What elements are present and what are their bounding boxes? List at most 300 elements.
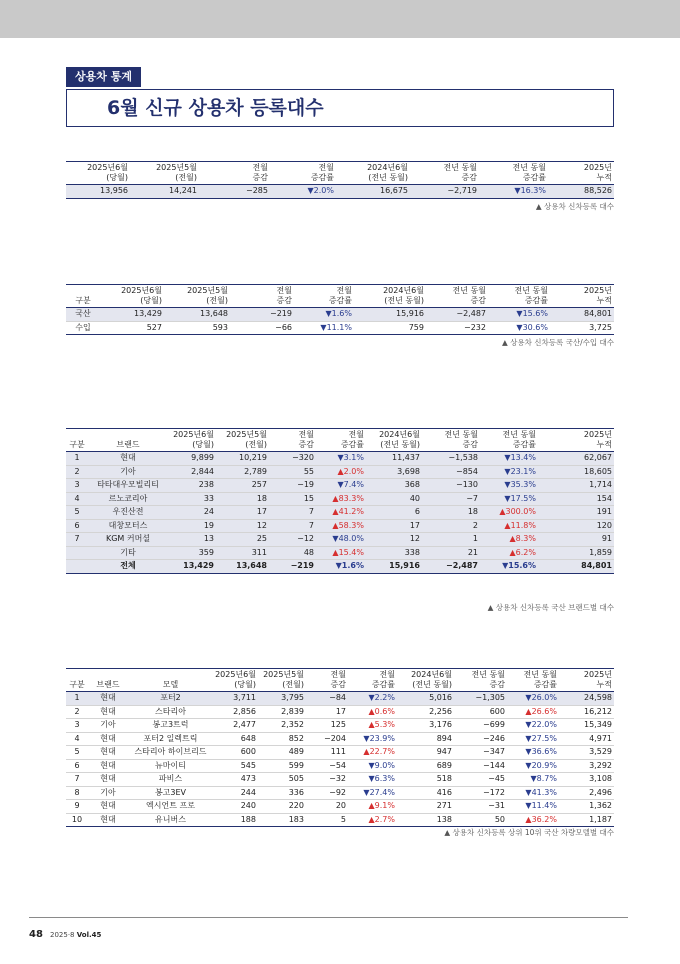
- table-cell: 48: [269, 546, 316, 560]
- table-row: [66, 746, 614, 760]
- table-cell: [66, 560, 88, 574]
- table-cell: ▼22.0%: [525, 720, 557, 729]
- table-cell: 3,292: [589, 760, 612, 770]
- table-cell: −66: [275, 322, 292, 332]
- top-gray-bar: [0, 0, 680, 38]
- table-cell: 7: [74, 774, 80, 783]
- table-row: [66, 773, 614, 787]
- table-cell: 1,859: [538, 546, 614, 560]
- column-header: 전년 동월 증감률: [523, 670, 557, 689]
- issue-info: [50, 931, 101, 939]
- table-cell: 19: [168, 519, 216, 533]
- table-row: [66, 452, 614, 466]
- table-cell: 25: [216, 533, 269, 547]
- table-cell: −12: [269, 533, 316, 547]
- table-cell: 7: [269, 506, 316, 520]
- table-cell: ▼23.9%: [363, 733, 395, 743]
- table-cell: 12: [216, 519, 269, 533]
- column-header: 전년 동월 증감: [443, 163, 477, 182]
- table-cell: −204: [324, 733, 346, 743]
- table-row: [66, 506, 614, 520]
- table-cell: 현대: [100, 760, 116, 770]
- column-header: 전월 증감: [276, 286, 292, 305]
- table-cell: ▼2.0%: [270, 185, 336, 199]
- table-cell: 13,429: [168, 560, 216, 574]
- table-cell: 257: [216, 479, 269, 493]
- table-row: [66, 705, 614, 719]
- column-header: 2024년6월 (전년 동월): [367, 163, 408, 182]
- table-cell: 125: [330, 720, 346, 729]
- table2-caption: ▲ 상용차 신차등록 국산/수입 대수: [501, 338, 614, 347]
- table-cell: 기타: [88, 546, 168, 560]
- table-cell: ▲9.1%: [368, 801, 395, 810]
- column-header: 2025년 누적: [583, 430, 612, 449]
- domestic-import-table: [66, 284, 614, 335]
- table-cell: ▼35.3%: [480, 479, 538, 493]
- table-cell: 2,839: [281, 706, 304, 716]
- column-header: 전월 증감: [330, 670, 346, 689]
- table-cell: 593: [212, 322, 228, 332]
- table-cell: 5: [74, 747, 80, 756]
- column-header: 전년 동월 증감률: [514, 286, 548, 305]
- table-cell: 271: [436, 801, 452, 810]
- table-cell: 311: [216, 546, 269, 560]
- table-cell: 엑시언트 프로: [146, 801, 195, 810]
- table-cell: 현대: [100, 733, 116, 743]
- table-cell: −92: [329, 787, 346, 797]
- table-cell: 947: [436, 747, 452, 756]
- table-cell: 3,108: [589, 774, 612, 783]
- table-cell: −232: [464, 322, 486, 332]
- table-cell: 4: [66, 492, 88, 506]
- table-cell: 220: [288, 801, 304, 810]
- column-header: 브랜드: [116, 440, 140, 449]
- table-cell: −1,538: [422, 452, 480, 466]
- table-cell: 10: [71, 814, 83, 824]
- table-row: [66, 560, 614, 574]
- table-cell: 17: [216, 506, 269, 520]
- table-cell: ▼17.5%: [480, 492, 538, 506]
- table-cell: 전체: [88, 560, 168, 574]
- table-cell: 3: [66, 479, 88, 493]
- table-cell: ▲41.2%: [316, 506, 366, 520]
- table-cell: −19: [269, 479, 316, 493]
- table-cell: ▼1.6%: [294, 308, 354, 322]
- table-cell: ▼48.0%: [316, 533, 366, 547]
- table-cell: 기아: [100, 720, 116, 729]
- table-cell: −2,487: [422, 560, 480, 574]
- table-cell: 505: [288, 774, 304, 783]
- column-header: 2024년6월 (전년 동월): [411, 670, 452, 689]
- table-cell: ▼13.4%: [480, 452, 538, 466]
- table-cell: 2,352: [281, 720, 304, 729]
- column-header: 전월 증감률: [371, 670, 395, 689]
- table-row: [66, 479, 614, 493]
- table-cell: ▼26.0%: [507, 692, 559, 706]
- table-cell: 뉴마이티: [155, 760, 186, 770]
- table-cell: 191: [538, 506, 614, 520]
- table-cell: 17: [366, 519, 422, 533]
- table-cell: 154: [538, 492, 614, 506]
- table-cell: 17: [335, 706, 346, 716]
- column-header: 2024년6월 (전년 동월): [383, 286, 424, 305]
- table-cell: 84,801: [538, 560, 614, 574]
- table-cell: 1: [66, 452, 88, 466]
- table-cell: ▲22.7%: [363, 747, 395, 756]
- table-cell: −7: [422, 492, 480, 506]
- table-cell: 15,916: [366, 560, 422, 574]
- table-cell: −347: [483, 747, 505, 756]
- table-row: [66, 533, 614, 547]
- table-cell: 188: [240, 814, 256, 824]
- table-cell: 르노코리아: [88, 492, 168, 506]
- table-cell: ▼9.0%: [368, 760, 395, 770]
- table-cell: 3: [74, 720, 80, 729]
- table-cell: 648: [240, 733, 256, 743]
- table-row: [66, 308, 614, 322]
- table-cell: 689: [436, 760, 452, 770]
- table-cell: 24,598: [559, 692, 614, 706]
- table-cell: [66, 546, 88, 560]
- table-cell: 현대: [88, 452, 168, 466]
- table-cell: 338: [366, 546, 422, 560]
- table-row: [66, 800, 614, 814]
- table-cell: ▲36.2%: [525, 814, 557, 824]
- table-cell: 13,429: [100, 308, 164, 322]
- table-cell: ▼11.4%: [525, 801, 557, 810]
- column-header: 전년 동월 증감: [452, 286, 486, 305]
- table-cell: 6: [366, 506, 422, 520]
- table-row: [66, 786, 614, 800]
- table-cell: 2: [66, 465, 88, 479]
- table3-caption: ▲ 상용차 신차등록 국산 브랜드별 대수: [487, 603, 614, 612]
- table-cell: ▼30.6%: [516, 322, 548, 332]
- table-row: [66, 719, 614, 733]
- table-cell: 8: [74, 787, 80, 797]
- table-cell: 21: [422, 546, 480, 560]
- table-cell: ▲11.8%: [480, 519, 538, 533]
- table-cell: ▲2.7%: [368, 814, 395, 824]
- table-cell: ▼15.6%: [480, 560, 538, 574]
- table-cell: ▲2.0%: [316, 465, 366, 479]
- table-cell: 15,349: [584, 720, 612, 729]
- table-cell: 368: [366, 479, 422, 493]
- table-cell: 545: [240, 760, 256, 770]
- column-header: 전월 증감: [298, 430, 314, 449]
- table1-caption: ▲ 상용차 신차등록 대수: [535, 202, 614, 211]
- column-header: 전월 증감률: [340, 430, 364, 449]
- table-cell: 518: [436, 774, 452, 783]
- table-cell: ▼15.6%: [488, 308, 550, 322]
- table-cell: ▼27.4%: [363, 787, 395, 797]
- table-cell: −84: [306, 692, 348, 706]
- table-cell: −2,487: [426, 308, 488, 322]
- table-cell: 759: [408, 322, 424, 332]
- table-cell: 111: [330, 747, 346, 756]
- column-header: 전년 동월 증감률: [502, 430, 536, 449]
- table-cell: 336: [288, 787, 304, 797]
- table-cell: −2,719: [410, 185, 479, 199]
- total-registrations-table: [66, 161, 614, 199]
- table-cell: 18: [422, 506, 480, 520]
- table-cell: 9,899: [168, 452, 216, 466]
- table-cell: 1,714: [538, 479, 614, 493]
- table-cell: 타타대우모빌리티: [88, 479, 168, 493]
- table-cell: 수입: [75, 322, 91, 332]
- table-cell: 스타리아: [155, 706, 186, 716]
- table-cell: 15: [269, 492, 316, 506]
- column-header: 2025년5월 (전월): [156, 163, 197, 182]
- column-header: 2025년6월 (당월): [215, 670, 256, 689]
- table-cell: ▼7.4%: [316, 479, 366, 493]
- table-cell: 12: [366, 533, 422, 547]
- table-cell: ▼36.6%: [525, 747, 557, 756]
- table-cell: 527: [146, 322, 162, 332]
- column-header: 전월 증감: [252, 163, 268, 182]
- table-cell: 스타리아 하이브리드: [134, 747, 207, 756]
- table-cell: −285: [199, 185, 270, 199]
- section-tag: 상용차 통계: [66, 67, 141, 87]
- table-cell: 우진산전: [88, 506, 168, 520]
- table-cell: 포터2 일렉트릭: [143, 733, 198, 743]
- table-cell: 5,016: [397, 692, 454, 706]
- table-cell: −32: [329, 774, 346, 783]
- table-cell: 2,496: [589, 787, 612, 797]
- table-cell: ▲26.6%: [525, 706, 557, 716]
- column-header: 2025년5월 (전월): [263, 670, 304, 689]
- table-cell: 138: [436, 814, 452, 824]
- table-cell: 기아: [100, 787, 116, 797]
- table-cell: 유니버스: [155, 814, 186, 824]
- table-cell: ▼1.6%: [316, 560, 366, 574]
- table-cell: 7: [66, 533, 88, 547]
- table-cell: 2,844: [168, 465, 216, 479]
- table-cell: 33: [168, 492, 216, 506]
- table-cell: 18,605: [538, 465, 614, 479]
- table-cell: 현대: [100, 706, 116, 716]
- table-cell: ▲58.3%: [316, 519, 366, 533]
- table-cell: 3,795: [258, 692, 306, 706]
- issue-volume: Vol.45: [76, 931, 102, 939]
- column-header: 2025년5월 (전월): [226, 430, 267, 449]
- column-header: 브랜드: [96, 680, 120, 689]
- table-cell: 600: [240, 747, 256, 756]
- table-cell: 244: [240, 787, 256, 797]
- issue-date: 2025·8: [50, 931, 75, 939]
- column-header: 2024년6월 (전년 동월): [379, 430, 420, 449]
- table-row: [66, 546, 614, 560]
- table-cell: 62,067: [538, 452, 614, 466]
- column-header: 구분: [69, 440, 85, 449]
- table-cell: −854: [422, 465, 480, 479]
- table-cell: 894: [436, 733, 452, 743]
- column-header: 2025년5월 (전월): [187, 286, 228, 305]
- table-cell: 현대: [100, 774, 116, 783]
- table-row: [66, 465, 614, 479]
- table-cell: ▼23.1%: [480, 465, 538, 479]
- table-cell: −54: [329, 760, 346, 770]
- table-cell: 2,477: [233, 720, 256, 729]
- table-cell: 183: [288, 814, 304, 824]
- column-header: 2025년6월 (당월): [121, 286, 162, 305]
- table-cell: ▼3.1%: [316, 452, 366, 466]
- table-row: [66, 185, 614, 199]
- table-cell: 기아: [88, 465, 168, 479]
- table-cell: 852: [288, 733, 304, 743]
- table-cell: ▼8.7%: [530, 774, 557, 783]
- table-cell: ▲8.3%: [480, 533, 538, 547]
- table-row: [66, 732, 614, 746]
- table-cell: 40: [366, 492, 422, 506]
- table-cell: 대창모터스: [88, 519, 168, 533]
- table-cell: KGM 커머셜: [88, 533, 168, 547]
- page-title: 6월 신규 상용차 등록대수: [107, 97, 324, 119]
- table-cell: ▼16.3%: [479, 185, 548, 199]
- table-cell: 3,725: [589, 322, 612, 332]
- table-cell: 238: [168, 479, 216, 493]
- table-cell: 6: [74, 760, 80, 770]
- column-header: 구분: [69, 680, 85, 689]
- table-cell: 50: [494, 814, 505, 824]
- table-cell: ▲6.2%: [480, 546, 538, 560]
- table-cell: 3,529: [589, 747, 612, 756]
- table-cell: 20: [335, 801, 346, 810]
- table-cell: 파비스: [158, 774, 183, 783]
- table-cell: 13,648: [164, 308, 230, 322]
- table-cell: 13: [168, 533, 216, 547]
- column-header: 2025년6월 (당월): [173, 430, 214, 449]
- table-cell: 55: [269, 465, 316, 479]
- footer-divider: [29, 917, 628, 918]
- table-cell: 16,212: [584, 706, 612, 716]
- table-cell: −219: [230, 308, 294, 322]
- table-cell: 10,219: [216, 452, 269, 466]
- table-cell: 3,711: [213, 692, 258, 706]
- page-number: 48: [29, 929, 43, 940]
- model-table: [66, 668, 614, 827]
- table-cell: 4,971: [589, 733, 612, 743]
- table-cell: 2,256: [429, 706, 452, 716]
- table-cell: 6: [66, 519, 88, 533]
- table-cell: 1: [422, 533, 480, 547]
- column-header: 전년 동월 증감률: [512, 163, 546, 182]
- brand-table: [66, 428, 614, 574]
- table-cell: 599: [288, 760, 304, 770]
- column-header: 구분: [75, 296, 91, 305]
- table-cell: 7: [269, 519, 316, 533]
- column-header: 전년 동월 증감: [444, 430, 478, 449]
- title-box: [66, 89, 614, 127]
- table-cell: 14,241: [130, 185, 199, 199]
- column-header: 전월 증감률: [328, 286, 352, 305]
- table-cell: 국산: [66, 308, 100, 322]
- table-cell: ▼27.5%: [525, 733, 557, 743]
- table-cell: −1,305: [454, 692, 507, 706]
- table-row: [66, 492, 614, 506]
- table-cell: 2,789: [216, 465, 269, 479]
- table-cell: 3,176: [429, 720, 452, 729]
- table-cell: −172: [483, 787, 505, 797]
- column-header: 전월 증감률: [310, 163, 334, 182]
- table-cell: ▼2.2%: [348, 692, 397, 706]
- table-cell: 120: [538, 519, 614, 533]
- column-header: 2025년 누적: [583, 670, 612, 689]
- table-cell: −246: [483, 733, 505, 743]
- table-cell: 88,526: [548, 185, 614, 199]
- table-row: [66, 759, 614, 773]
- table-cell: 4: [74, 733, 80, 743]
- table-cell: −320: [269, 452, 316, 466]
- table-cell: ▼11.1%: [320, 322, 352, 332]
- column-header: 2025년6월 (당월): [87, 163, 128, 182]
- table-cell: −31: [488, 801, 505, 810]
- table-cell: 현대: [100, 814, 116, 824]
- table-cell: 359: [168, 546, 216, 560]
- table-cell: 416: [436, 787, 452, 797]
- table-cell: ▼6.3%: [368, 774, 395, 783]
- table-cell: 600: [489, 706, 505, 716]
- table-cell: 봉고3트럭: [152, 720, 189, 729]
- table-cell: 5: [340, 814, 346, 824]
- table-cell: ▲300.0%: [480, 506, 538, 520]
- table-cell: −699: [483, 720, 505, 729]
- table-row: [66, 692, 614, 706]
- table-cell: 11,437: [366, 452, 422, 466]
- table-row: [66, 321, 614, 335]
- table-cell: 16,675: [336, 185, 410, 199]
- table-cell: 1,362: [589, 801, 612, 810]
- table-cell: 18: [216, 492, 269, 506]
- table-cell: ▼20.9%: [525, 760, 557, 770]
- table4-caption: ▲ 상용차 신차등록 상위 10위 국산 차량모델별 대수: [444, 828, 614, 837]
- table-cell: ▲5.3%: [368, 720, 395, 729]
- table-row: [66, 519, 614, 533]
- table-cell: 9: [74, 801, 80, 810]
- column-header: 전년 동월 증감: [471, 670, 505, 689]
- table-cell: 2: [74, 706, 80, 716]
- table-cell: 3,698: [366, 465, 422, 479]
- table-cell: 13,648: [216, 560, 269, 574]
- column-header: 모델: [162, 680, 179, 689]
- column-header: 2025년 누적: [583, 286, 612, 305]
- table-cell: 현대: [100, 801, 116, 810]
- table-cell: ▲0.6%: [368, 706, 395, 716]
- table-cell: −144: [483, 760, 505, 770]
- table-cell: 2,856: [233, 706, 256, 716]
- table-cell: 240: [240, 801, 256, 810]
- table-cell: 84,801: [550, 308, 614, 322]
- table-cell: 24: [168, 506, 216, 520]
- table-cell: 13,956: [66, 185, 130, 199]
- table-cell: 1,187: [589, 814, 612, 824]
- table-cell: 현대: [100, 747, 116, 756]
- table-cell: 473: [240, 774, 256, 783]
- table-cell: ▲15.4%: [316, 546, 366, 560]
- table-cell: 5: [66, 506, 88, 520]
- table-cell: 현대: [88, 692, 128, 706]
- table-cell: 15,916: [354, 308, 426, 322]
- table-cell: ▲83.3%: [316, 492, 366, 506]
- table-row: [66, 813, 614, 827]
- table-cell: 2: [422, 519, 480, 533]
- table-cell: ▼41.3%: [525, 787, 557, 797]
- table-cell: −130: [422, 479, 480, 493]
- table-cell: 봉고3EV: [154, 787, 187, 797]
- table-cell: −45: [488, 774, 505, 783]
- table-cell: −219: [269, 560, 316, 574]
- table-cell: 91: [538, 533, 614, 547]
- table-cell: 1: [66, 692, 88, 706]
